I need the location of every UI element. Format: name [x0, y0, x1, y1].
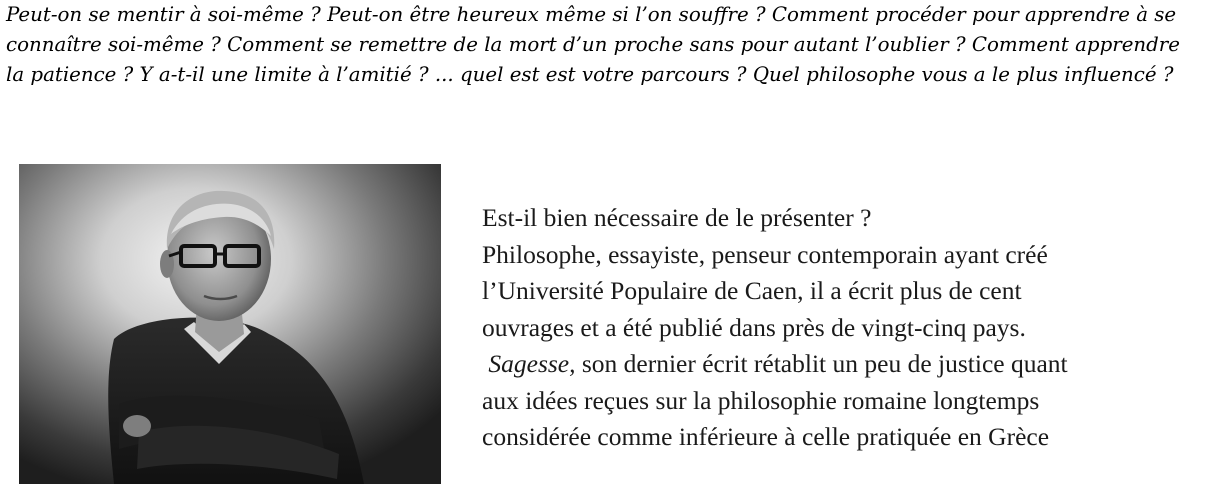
- portrait-illustration: [19, 164, 441, 484]
- bio-line-4: ouvrages et a été publié dans près de vingt-cinq pays.: [482, 312, 1026, 342]
- bio-line-1: Est-il bien nécessaire de le présenter ?: [482, 203, 872, 232]
- interview-questions: Peut-on se mentir à soi-même ? Peut-on être heureux même si l’on souffre ? Comment procéder pour apprendre à se connaître soi-même ? Comment se remettre de la mort d’un proche sans pour autant l’oublier ? Comment apprendre la patience ? Y a-t-il une limite à l’amitié ? ... quel est est votre parcours ? Quel philosophe vous a le plus influencé ?: [6, 3, 1180, 86]
- bio-line-6: aux idées reçues sur la philosophie romaine longtemps: [482, 385, 1040, 415]
- bio-line-5: [482, 346, 1202, 383]
- bio-line-3: l’Université Populaire de Caen, il a écrit plus de cent: [482, 276, 1022, 305]
- bio-line-7: considérée comme inférieure à celle pratiquée en Grèce: [482, 422, 1050, 451]
- presentation-text: [482, 200, 1202, 456]
- portrait-photo: [19, 164, 441, 484]
- book-title: Sagesse,: [488, 349, 576, 378]
- bio-line-5-rest: son dernier écrit rétablit un peu de justice quant: [575, 349, 1068, 378]
- bio-line-2: Philosophe, essayiste, penseur contemporain ayant créé: [482, 239, 1048, 269]
